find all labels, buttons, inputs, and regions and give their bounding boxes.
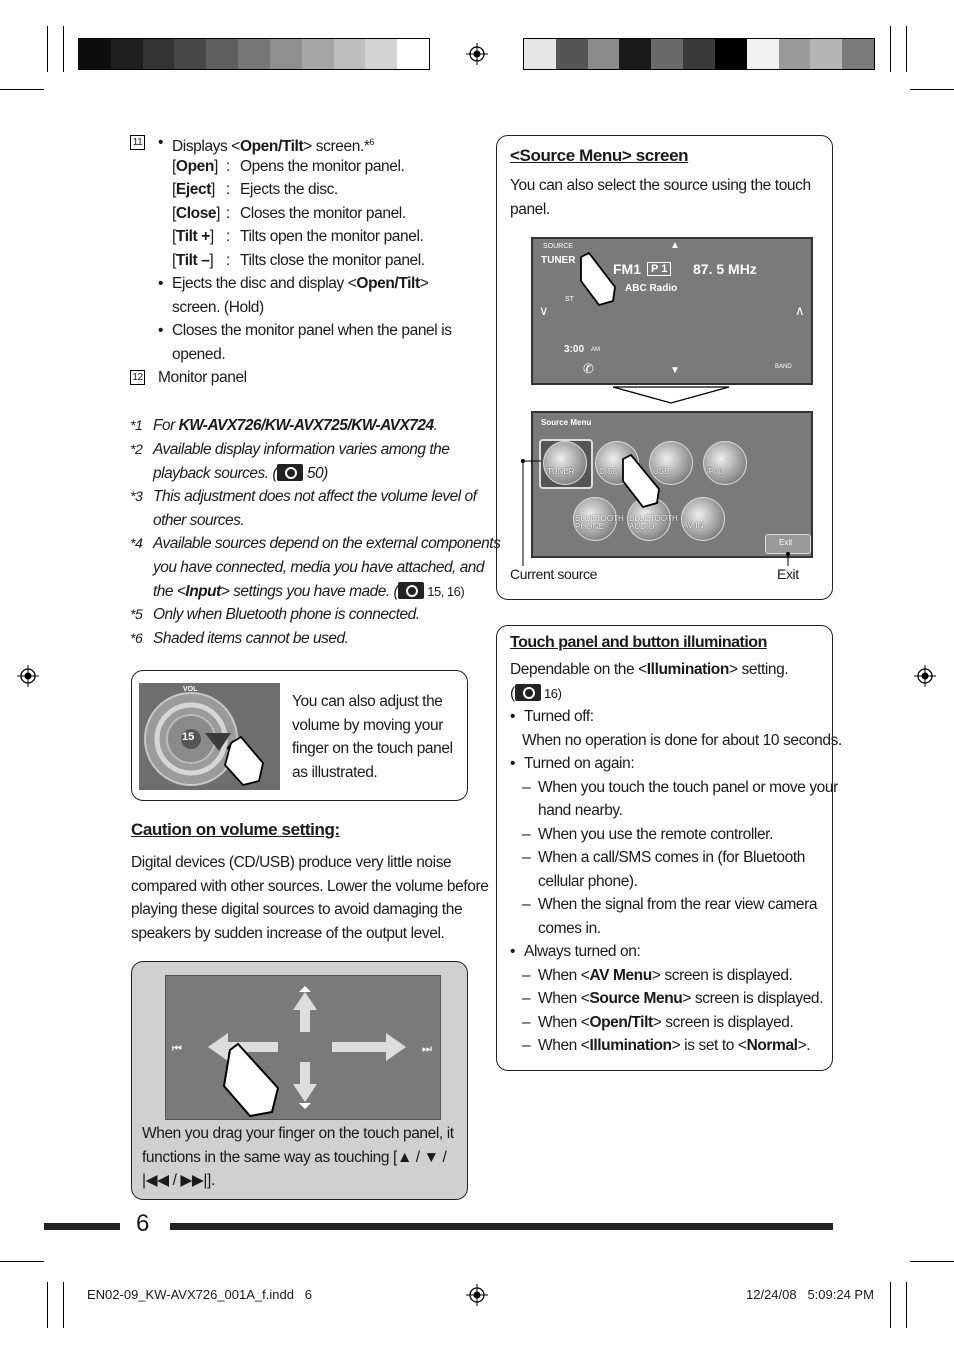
turned-on-item: – When you use the remote controller. bbox=[522, 825, 773, 843]
illumination-box bbox=[496, 625, 842, 1071]
up-arrow-icon[interactable]: ▲ bbox=[670, 240, 680, 251]
volume-tip-text: You can also adjust the volume by moving your finger on the touch panel as illustrated. bbox=[292, 693, 453, 781]
source-menu-title: <Source Menu> screen bbox=[510, 146, 689, 165]
page-number: 6 bbox=[136, 1210, 150, 1237]
turned-on-item: comes in. bbox=[538, 919, 601, 937]
illumination-body: Dependable on the <Illumination> setting. ( 16) • Turned off: When no operation is done for about 10 seconds. • Turned on again: – When you touch the touch panel or move your hand nearby. – When you use the remote controller. – When a call/SMS comes in (for Bluetooth cellular phone). – When the signal from the rear view camera comes in. • Always turned on: – When <AV Menu> screen is displayed. – When <Source Menu> screen is displayed. – When <Open/Tilt> screen is displayed. – When <Illumination> is set to <Normal>. bbox=[510, 658, 830, 1058]
callout-lines bbox=[497, 136, 834, 601]
volume-knob-illustration: VOL 15 bbox=[139, 683, 280, 790]
svg-text:⏮: ⏮ bbox=[172, 1042, 182, 1055]
chevron-up-icon[interactable]: ∧ bbox=[795, 303, 805, 318]
svg-text:⏭: ⏭ bbox=[422, 1042, 432, 1055]
always-on-item: – When <AV Menu> screen is displayed. bbox=[522, 966, 793, 984]
key-definition-row: [Tilt +] : Tilts open the monitor panel. bbox=[172, 228, 424, 245]
exit-button[interactable]: Exit bbox=[765, 534, 811, 554]
color-bar-left bbox=[78, 38, 430, 70]
preset-badge: P 1 bbox=[647, 262, 671, 276]
drag-tip-box bbox=[131, 961, 468, 1200]
tuner-screen: SOURCE TUNER FM1 P 1 87. 5 MHz ABC Radio ST 3:00 AM BAND ▲ ▼ ∨ ∧ ✆ bbox=[531, 237, 813, 385]
item-11: 11 • Displays <Open/Tilt> screen.*$^6$ [Open] : Opens the monitor panel. [Eject] : Ejects the disc. [Close] : Closes the monitor panel. [Tilt +] : Tilts open the monitor panel. [Tilt –] : Tilts close the monitor panel. • Ejects the disc and display <Open/Tilt> screen. (Hold) • Closes the monitor panel when the panel is opened. 12 Monitor panel bbox=[130, 131, 480, 390]
caution-title: Caution on volume setting: bbox=[131, 820, 340, 839]
chevron-down-icon[interactable]: ∨ bbox=[539, 303, 549, 318]
source-menu-desc: You can also select the source using the touch panel. bbox=[510, 177, 811, 218]
footer-rule-right bbox=[170, 1223, 833, 1230]
drag-tip-text: When you drag your finger on the touch panel, it functions in the same way as touching [▲ / ▼ / |◀◀ / ▶▶|]. bbox=[142, 1125, 454, 1189]
key-definition-row: [Open] : Opens the monitor panel. bbox=[172, 157, 405, 175]
turned-on-item: – When a call/SMS comes in (for Bluetooth bbox=[522, 849, 805, 866]
slug-file: EN02-09_KW-AVX726_001A_f.indd 6 bbox=[87, 1287, 312, 1302]
current-source-caption: Current source bbox=[510, 566, 597, 582]
source-menu-box bbox=[496, 135, 833, 600]
key-definition-row: [Eject] : Ejects the disc. bbox=[172, 181, 338, 198]
registration-mark-left bbox=[17, 665, 39, 687]
turned-on-item: cellular phone). bbox=[538, 872, 638, 890]
exit-caption: Exit bbox=[777, 566, 799, 582]
turned-on-item: – When the signal from the rear view camera bbox=[522, 896, 818, 913]
drag-arrows-icon bbox=[166, 976, 440, 1119]
reference-icon bbox=[398, 582, 424, 599]
volume-tip-box bbox=[131, 670, 468, 801]
item-number: 11 bbox=[130, 135, 145, 150]
turned-on-item: – When you touch the touch panel or move your bbox=[522, 778, 838, 796]
drag-illustration bbox=[165, 975, 441, 1120]
item-number: 12 bbox=[130, 370, 145, 385]
slug-date: 12/24/08 5:09:24 PM bbox=[746, 1287, 874, 1302]
illumination-title: Touch panel and button illumination bbox=[510, 634, 767, 651]
color-bar-right bbox=[523, 38, 875, 70]
always-on-item: – When <Source Menu> screen is displayed. bbox=[522, 990, 824, 1007]
registration-mark-top bbox=[466, 43, 488, 65]
phone-icon[interactable]: ✆ bbox=[583, 361, 594, 376]
down-arrow-icon[interactable]: ▼ bbox=[670, 365, 680, 376]
caution-text: Digital devices (CD/USB) produce very little noise compared with other sources. Lower the volume before playing these digital sources to avoid damaging the speakers by sudden increase of the output level. bbox=[131, 854, 489, 942]
reference-icon bbox=[515, 684, 541, 701]
key-definitions bbox=[130, 155, 480, 273]
key-definition-row: [Tilt –] : Tilts close the monitor panel. bbox=[172, 251, 425, 269]
registration-mark-bottom bbox=[466, 1284, 488, 1306]
reference-icon bbox=[277, 464, 303, 481]
footer-rule-left bbox=[44, 1223, 120, 1230]
turned-on-item: hand nearby. bbox=[538, 802, 623, 819]
key-definition-row: [Close] : Closes the monitor panel. bbox=[172, 204, 406, 222]
band-button[interactable]: BAND bbox=[775, 364, 792, 370]
volume-knob-icon bbox=[139, 683, 280, 790]
source-menu-screen: Source Menu TUNER DISC USB iPod BLUETOOTH PHONE BLUETOOTH AUDIO AV-IN Exit bbox=[531, 411, 813, 558]
always-on-item: – When <Illumination> is set to <Normal>. bbox=[522, 1037, 811, 1054]
registration-mark-right bbox=[914, 665, 936, 687]
always-on-item: – When <Open/Tilt> screen is displayed. bbox=[522, 1013, 794, 1031]
